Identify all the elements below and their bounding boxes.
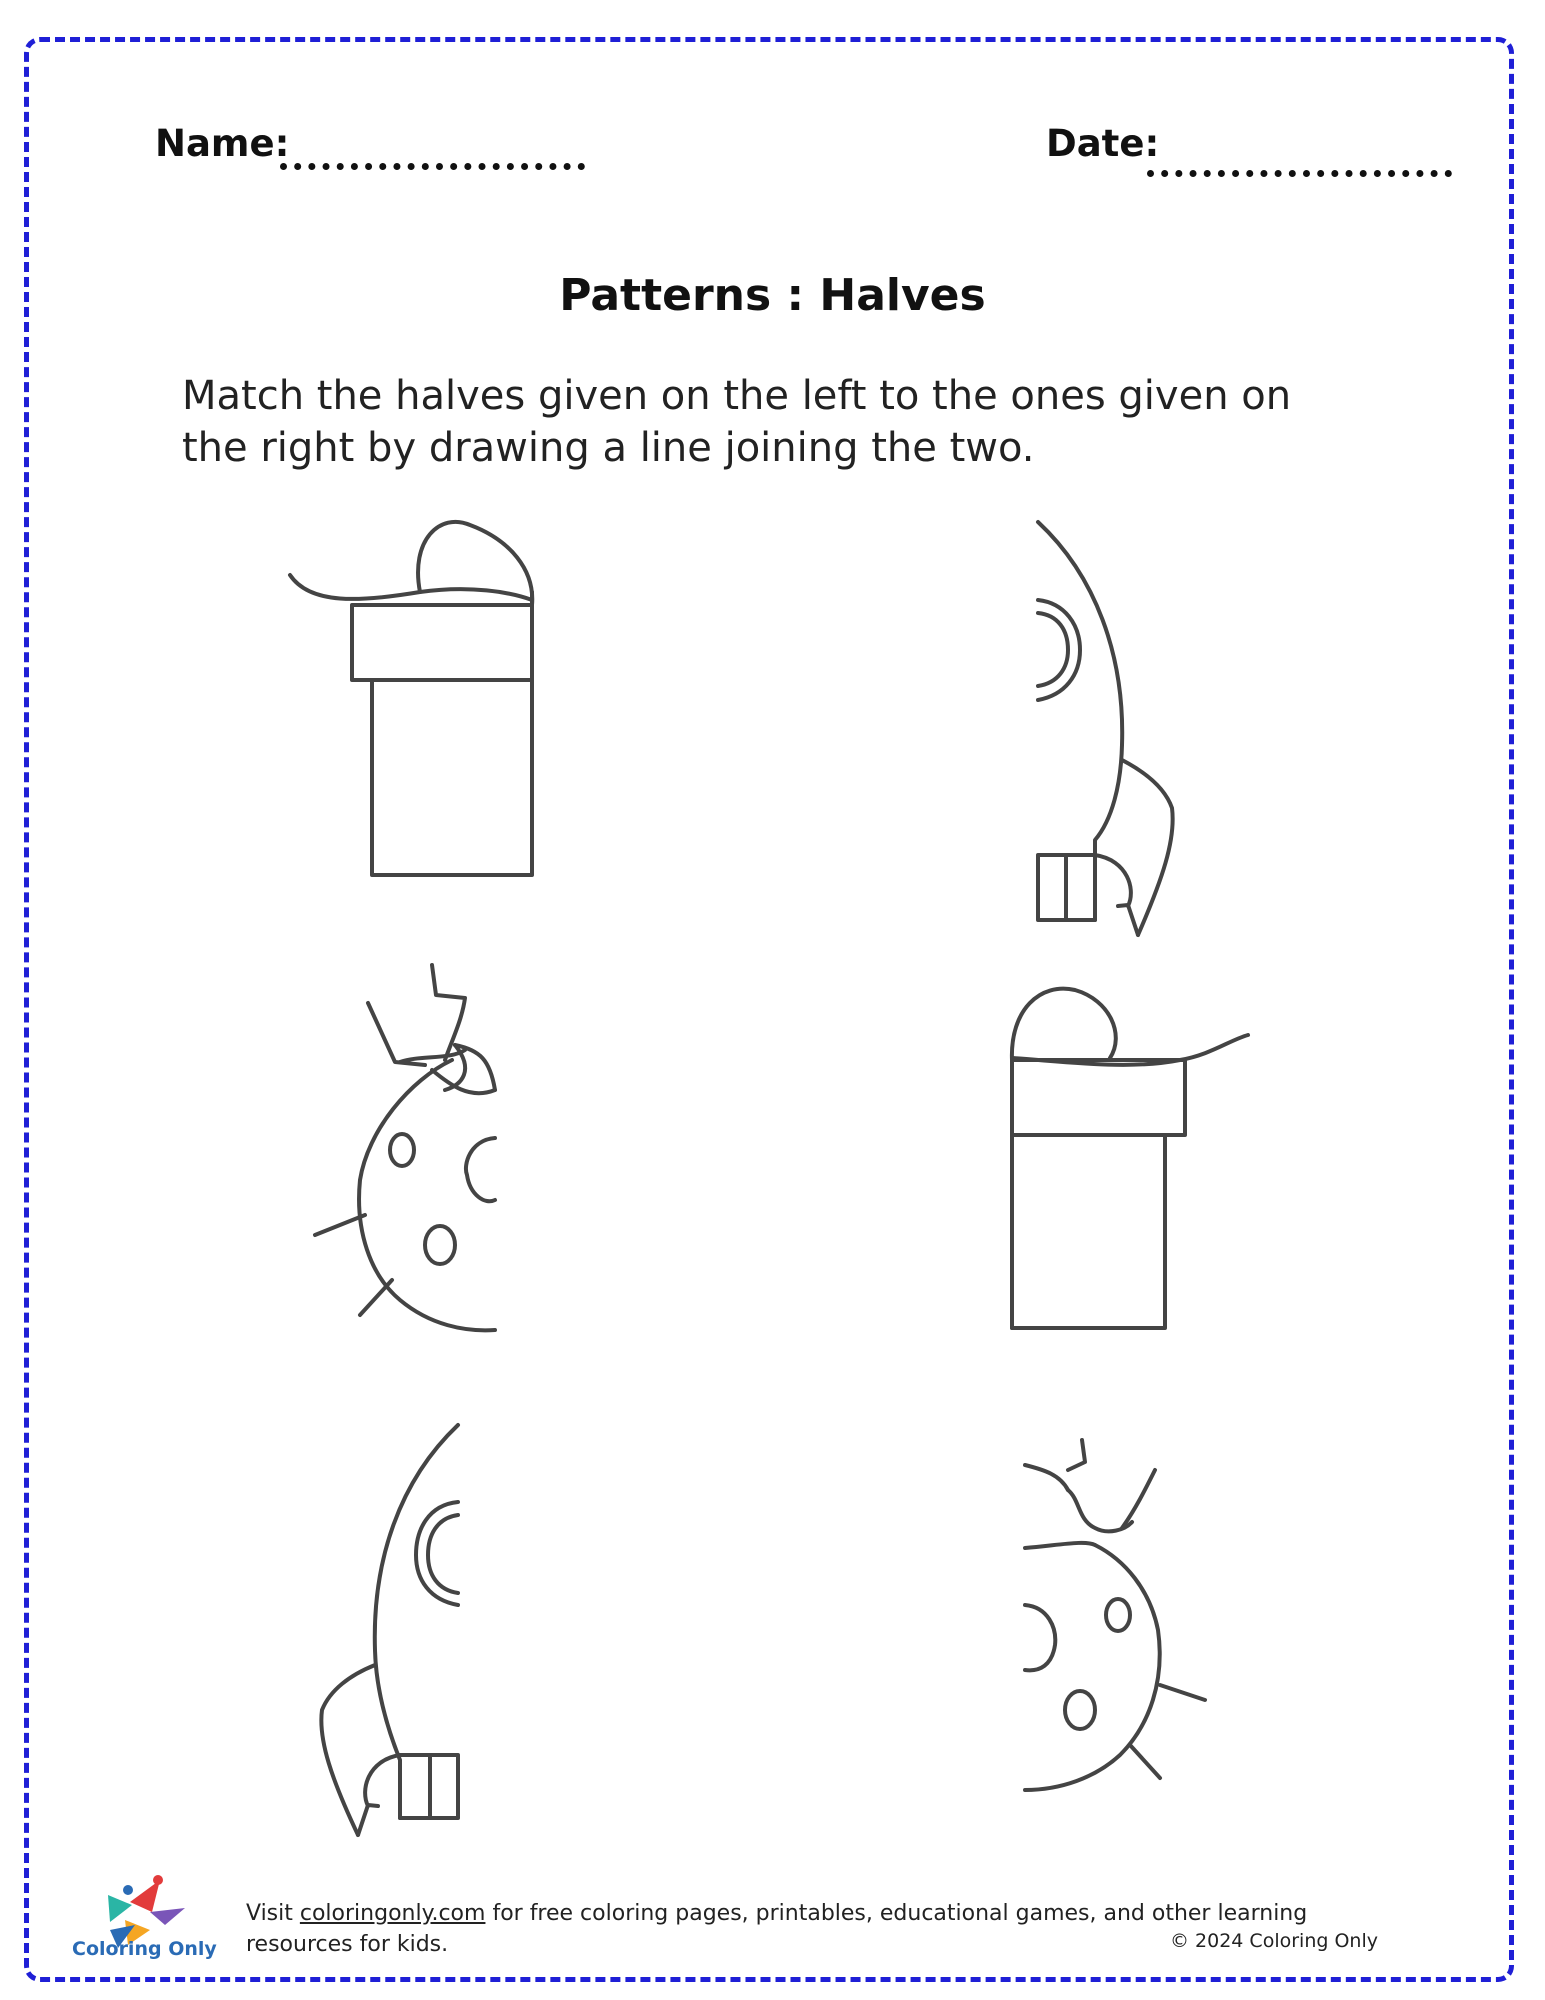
gift-box-right-half: [1012, 989, 1248, 1328]
footer-visit-prefix: Visit: [246, 1901, 300, 1926]
rocket-right-half: [1038, 522, 1173, 935]
copyright-notice: © 2024 Coloring Only: [1170, 1930, 1378, 1952]
date-label: Date:: [1046, 122, 1160, 165]
ladybug-left-half: [315, 965, 495, 1330]
ladybug-right-half: [1025, 1440, 1205, 1790]
rocket-left-half: [321, 1425, 458, 1835]
name-label: Name:: [155, 122, 290, 165]
footer-site-link[interactable]: coloringonly.com: [299, 1901, 486, 1926]
worksheet-title: Patterns : Halves: [559, 270, 986, 321]
gift-box-left-half: [290, 522, 532, 875]
logo-text: Coloring Only: [72, 1938, 217, 1960]
worksheet-instructions: Match the halves given on the left to the ones given on the right by drawing a line joining the two.: [182, 373, 1292, 471]
footer-visit-suffix: for free coloring pages, printables, educational games, and other learning resources for kids.: [246, 1901, 1308, 1957]
